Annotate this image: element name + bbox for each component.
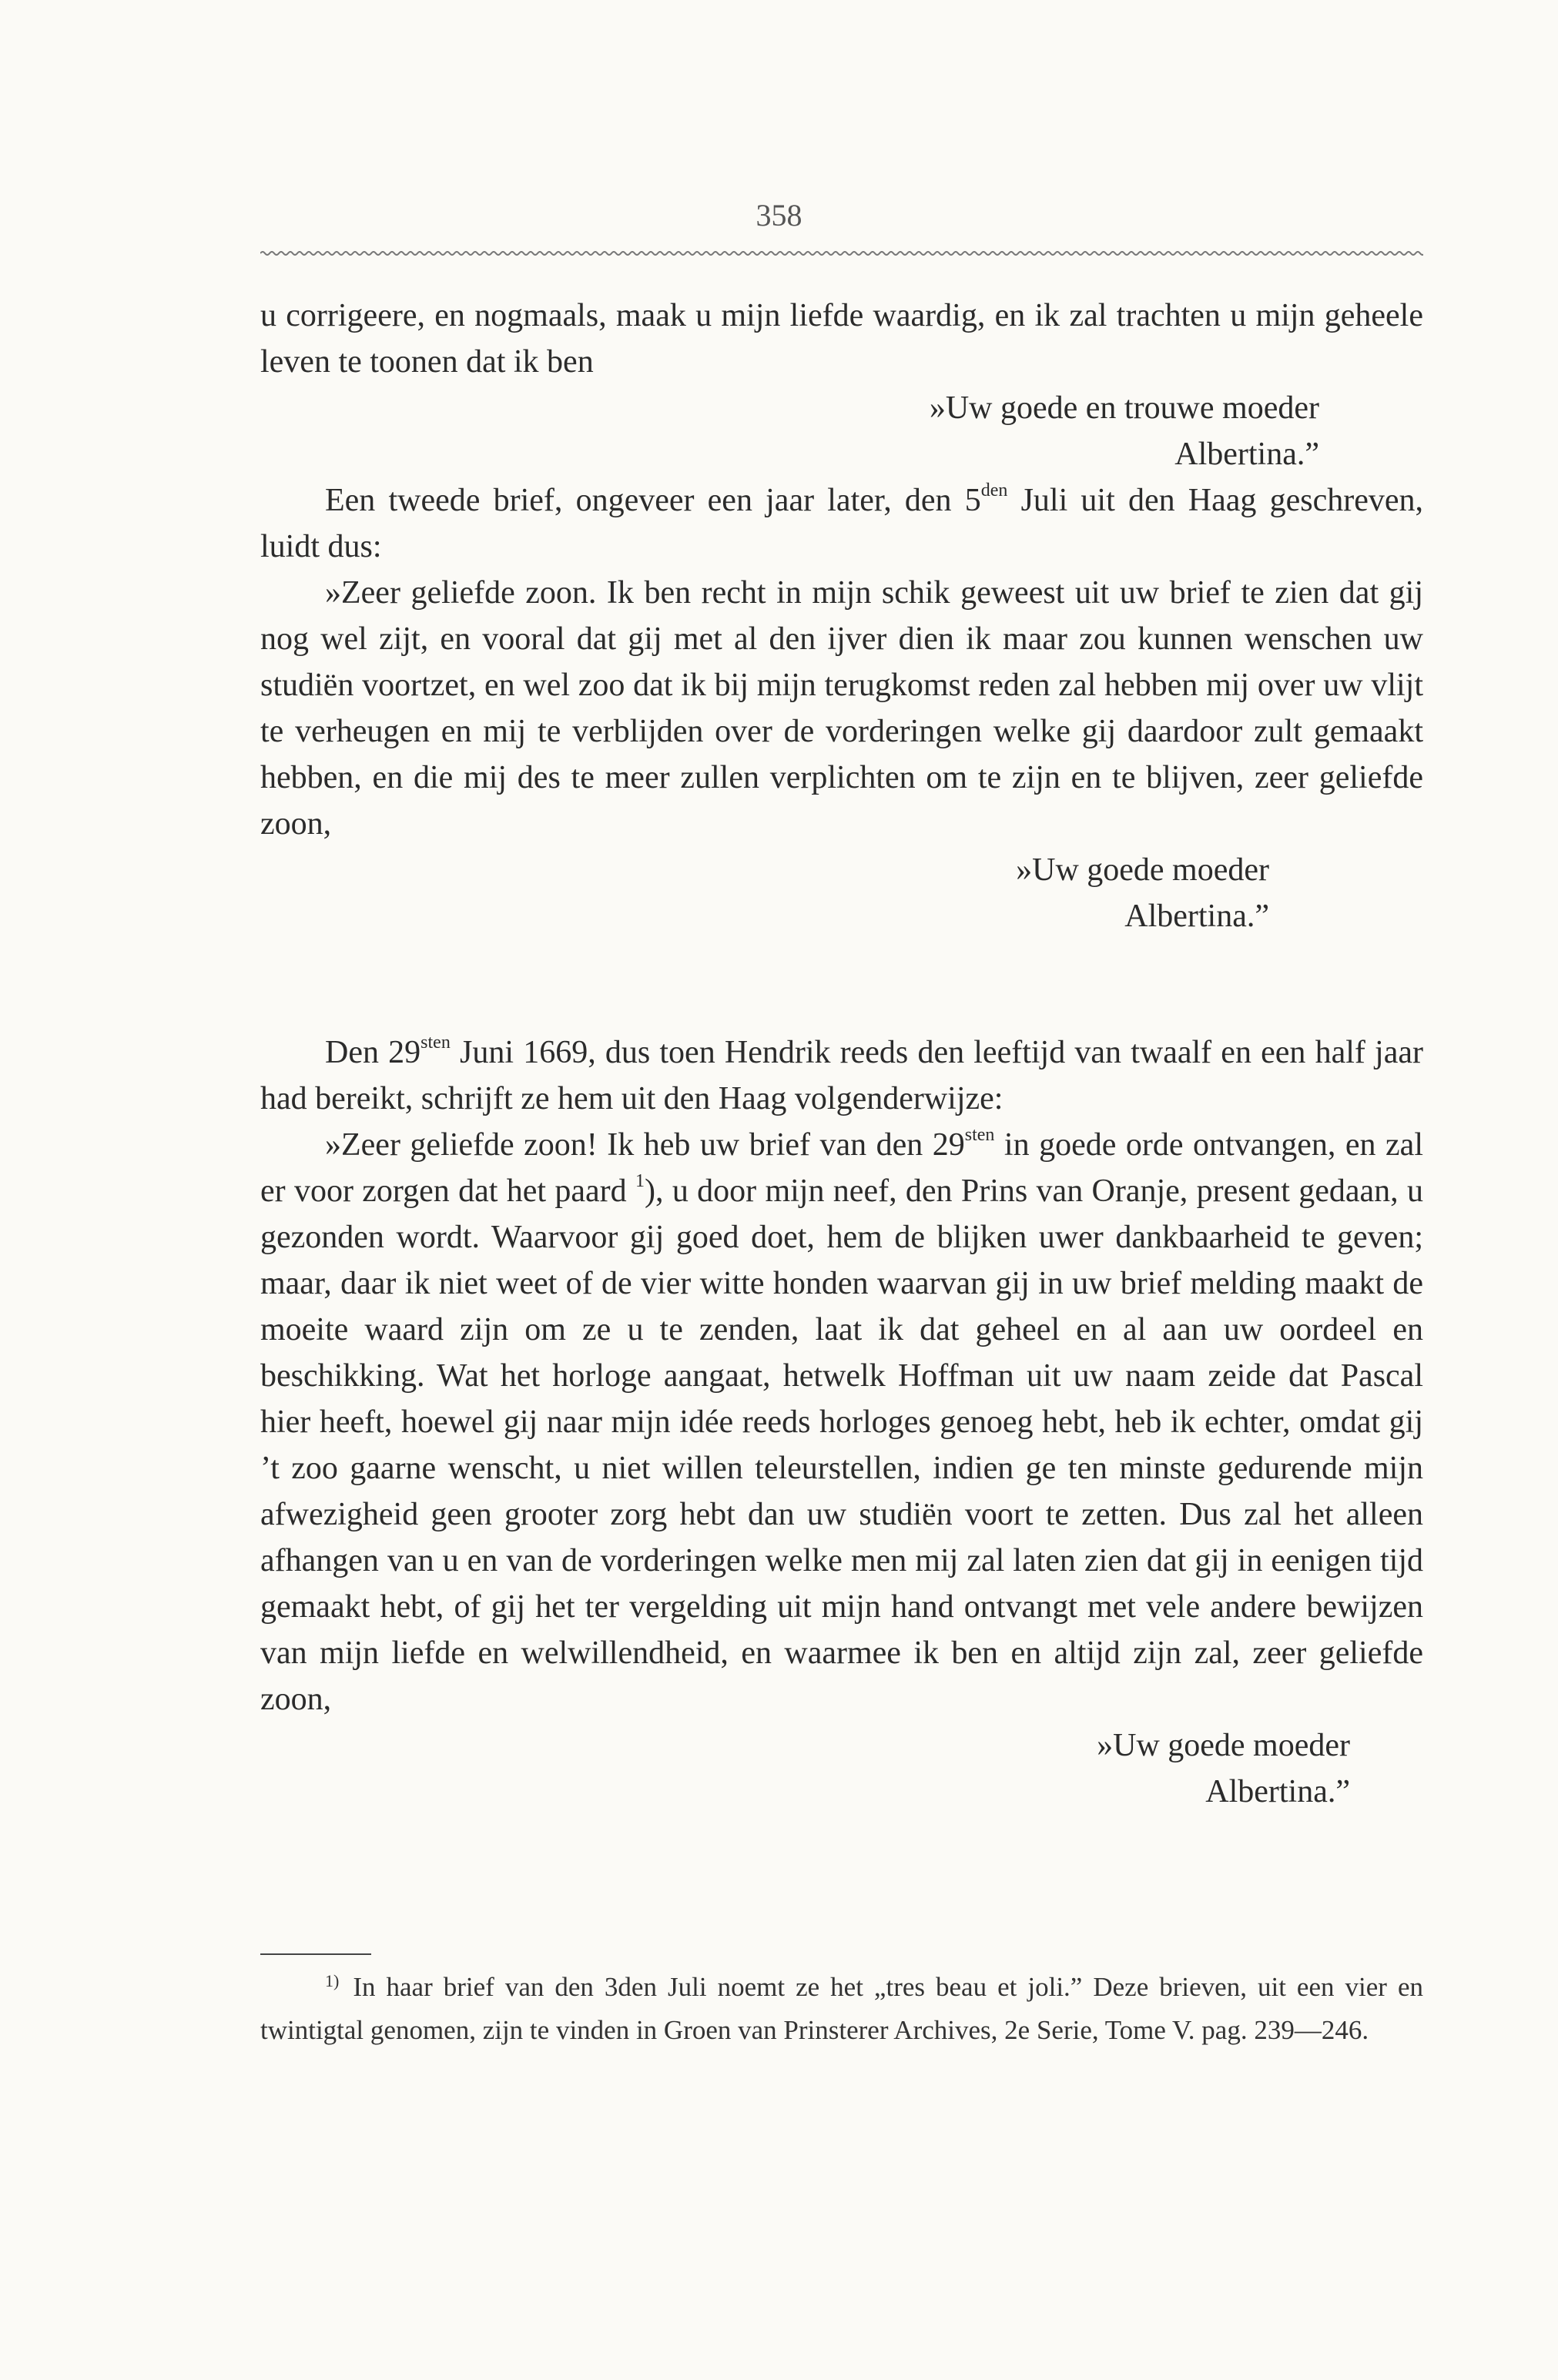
footnote-text: In haar brief van den 3den Juli noemt ze het „tres beau et joli.” Deze brieven, uit een vier en twintigtal genomen, zijn te vinden in Groen van Prinsterer Archives, 2e Serie, Tome V. pag. 239—246. [260, 1972, 1423, 2045]
intro-letter-2-start: Een tweede brief, ongeveer een jaar later, den 5 [325, 483, 981, 518]
intro-letter-3-block [260, 1029, 1423, 1122]
wavy-header-rule [260, 248, 1423, 259]
intro-letter-3 [260, 1029, 1423, 1122]
letter-1-signature: Albertina.” [1174, 437, 1319, 472]
letter-3-mid: in goede orde ontvangen, en zal er voor zorgen dat het paard [260, 1127, 1423, 1209]
letter-1-continuation: u corrigeere, en nogmaals, maak u mijn liefde waardig, en ik zal trachten u mijn geheele leven te toonen dat ik ben [260, 298, 1423, 380]
letter-3-sup: sten [964, 1125, 995, 1145]
intro-letter-2-end: Juli uit den Haag geschreven, luidt dus: [260, 483, 1423, 564]
letter-3-start: »Zeer geliefde zoon! Ik heb uw brief van den 29 [325, 1127, 965, 1163]
letter-1-block [260, 293, 1423, 477]
intro-letter-2-block [260, 477, 1423, 570]
letter-3-block [260, 1122, 1423, 1815]
footnote-reference: 1 [635, 1171, 645, 1191]
footnote-marker: 1) [325, 1971, 340, 1990]
intro-letter-3-end: Juni 1669, dus toen Hendrik reeds den leeftijd van twaalf en een half jaar had bereikt, schrijft ze hem uit den Haag volgenderwijze: [260, 1035, 1423, 1116]
page-number: 358 [756, 198, 802, 233]
intro-letter-3-start: Den 29 [325, 1035, 421, 1070]
intro-letter-3-sup: sten [420, 1033, 451, 1053]
letter-3-body [260, 1122, 1423, 1722]
footnote-rule [260, 1953, 371, 1955]
letter-3-signature: Albertina.” [1205, 1774, 1350, 1809]
letter-2-signature: Albertina.” [1124, 899, 1269, 934]
footnote [260, 1967, 1423, 2050]
intro-letter-2 [260, 477, 1423, 570]
letter-1-closing: »Uw goede en trouwe moeder [929, 390, 1319, 426]
letter-2-body: »Zeer geliefde zoon. Ik ben recht in mijn schik geweest uit uw brief te zien dat gij nog wel zijt, en vooral dat gij met al den ijver dien ik maar zou kunnen wenschen uw studiën voortzet, en wel zoo dat ik bij mijn terugkomst reden zal hebben mij over uw vlijt te verheugen en mij te verblijden over de vorderingen welke gij daardoor zult gemaakt hebben, en die mij des te meer zullen verplichten om te zijn en te blijven, zeer geliefde zoon, [260, 575, 1423, 842]
letter-3-closing: »Uw goede moeder [1097, 1728, 1350, 1763]
footnote-paragraph [260, 1967, 1423, 2050]
letter-2-block [260, 570, 1423, 939]
letter-2-closing: »Uw goede moeder [1016, 852, 1269, 888]
intro-letter-2-sup: den [980, 480, 1008, 500]
letter-3-end: ), u door mijn neef, den Prins van Oranje, present gedaan, u gezonden wordt. Waarvoor gij goed doet, hem de blijken uwer dankbaarheid te geven; maar, daar ik niet weet of de vier witte honden waarvan gij in uw brief melding maakt de moeite waard zijn om ze u te zenden, laat ik dat geheel en al aan uw oordeel en beschikking. Wat het horloge aangaat, hetwelk Hoffman uit uw naam zeide dat Pascal hier heeft, hoewel gij naar mijn idée reeds horloges genoeg hebt, heb ik echter, omdat gij ’t zoo gaarne wenscht, u niet willen teleurstellen, indien ge ten minste gedurende mijn afwezigheid geen grooter zorg hebt dan uw studiën voort te zetten. Dus zal het alleen afhangen van u en van de vorderingen welke men mij zal laten zien dat gij in eenigen tijd gemaakt hebt, of gij het ter vergelding uit mijn hand ontvangt met vele andere bewijzen van mijn liefde en welwillendheid, en waarmee ik ben en altijd zijn zal, zeer geliefde zoon, [260, 1173, 1423, 1717]
